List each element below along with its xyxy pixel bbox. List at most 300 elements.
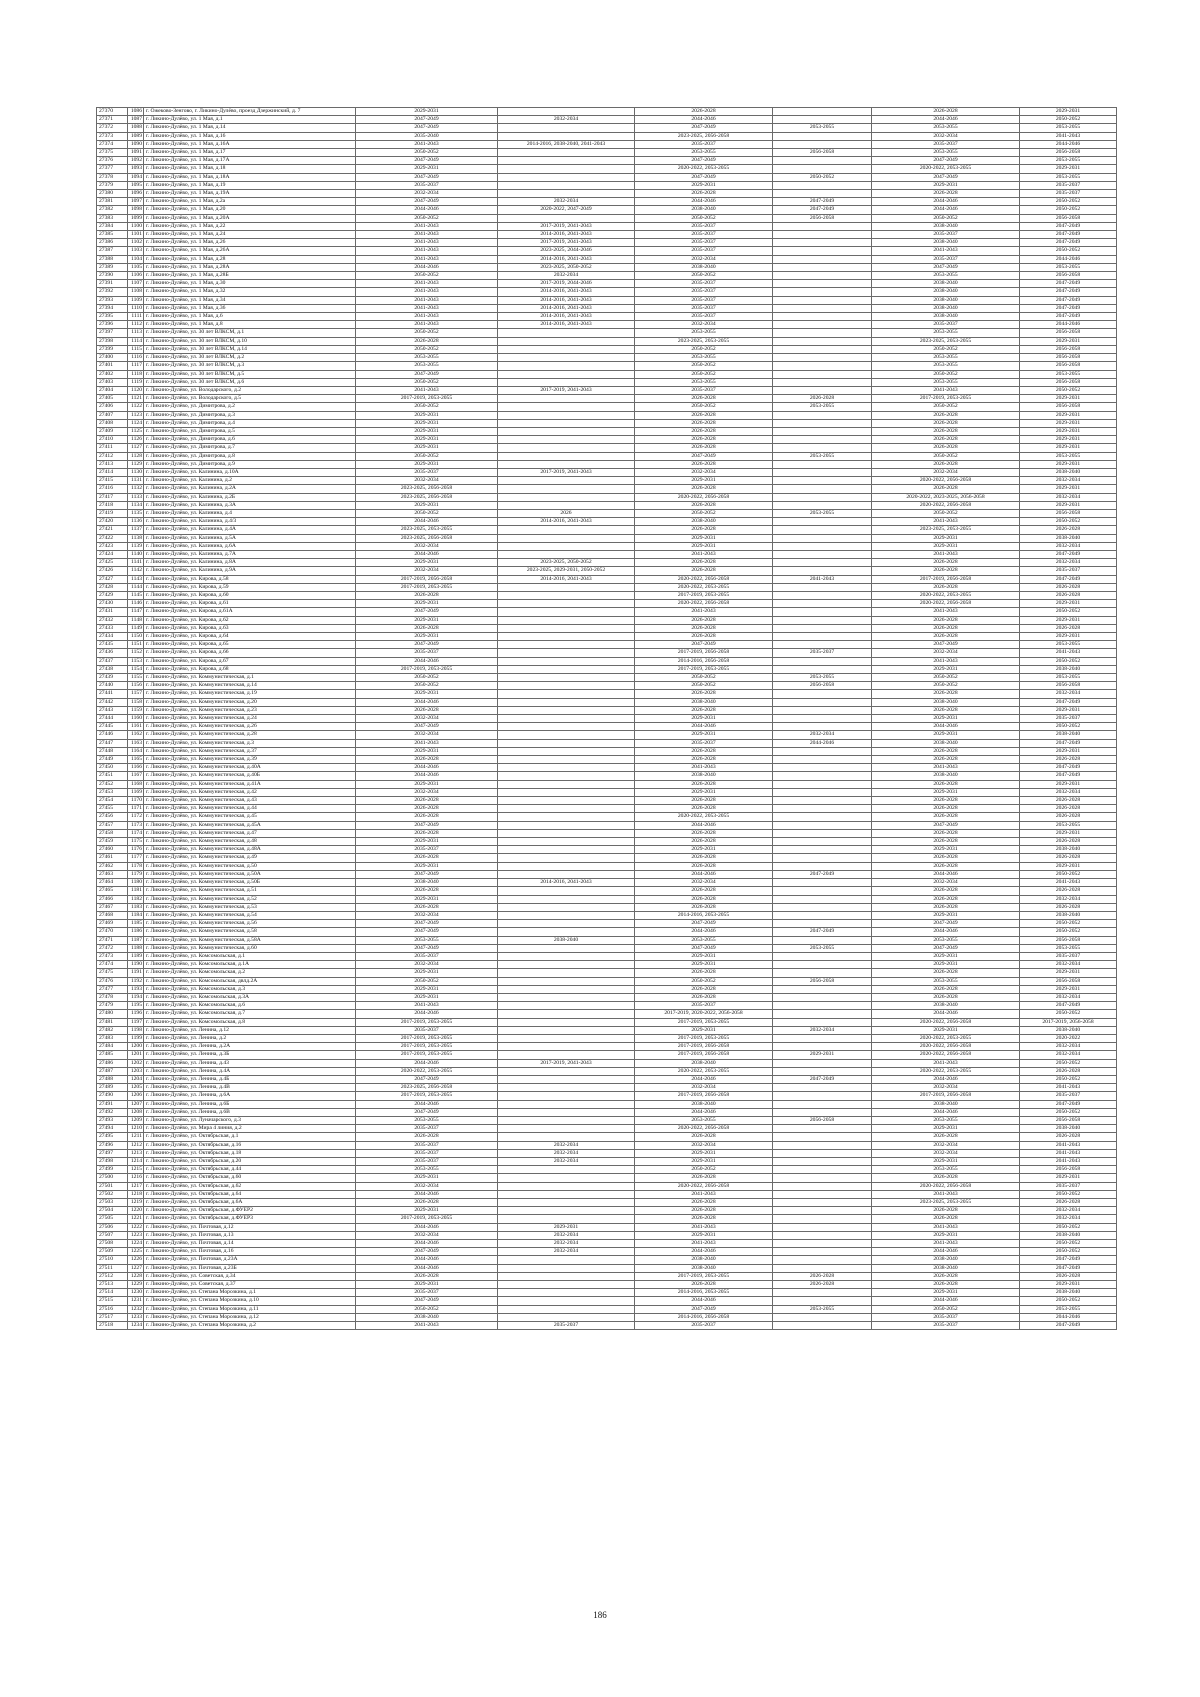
cell-period-col-6: 2050-2052 <box>1020 608 1117 616</box>
cell-period-col-6: 2047-2049 <box>1020 296 1117 304</box>
cell-period-col-2 <box>498 608 635 616</box>
cell-item-number: 1184 <box>128 911 144 919</box>
cell-period-col-2 <box>498 583 635 591</box>
cell-period-col-6: 2047-2049 <box>1020 239 1117 247</box>
cell-address: г. Ликино-Дулёво, ул. Коммунистическая, д.56 <box>144 920 356 928</box>
cell-period-col-1: 2017-2019, 2053-2055 <box>356 1215 498 1223</box>
cell-item-number: 1199 <box>128 1034 144 1042</box>
table-row <box>97 1190 1117 1198</box>
cell-item-number: 1171 <box>128 805 144 813</box>
cell-period-col-5: 2026-2028 <box>872 862 1020 870</box>
cell-period-col-2 <box>498 370 635 378</box>
cell-item-number: 1160 <box>128 715 144 723</box>
cell-period-col-6: 2056-2058 <box>1020 977 1117 985</box>
cell-period-col-5: 2041-2043 <box>872 608 1020 616</box>
cell-period-col-5: 2026-2028 <box>872 633 1020 641</box>
cell-period-col-3: 2047-2049 <box>635 124 773 132</box>
cell-period-col-1: 2035-2037 <box>356 1158 498 1166</box>
cell-item-number: 1179 <box>128 870 144 878</box>
cell-period-col-1: 2050-2052 <box>356 329 498 337</box>
cell-period-col-6: 2044-2046 <box>1020 140 1117 148</box>
cell-period-col-1: 2044-2046 <box>356 1240 498 1248</box>
cell-period-col-2 <box>498 526 635 534</box>
cell-period-col-1: 2029-2031 <box>356 411 498 419</box>
cell-period-col-5: 2035-2037 <box>872 1313 1020 1321</box>
cell-item-number: 1128 <box>128 452 144 460</box>
cell-address: г. Ликино-Дулёво, ул. Советская, д.37 <box>144 1281 356 1289</box>
cell-period-col-4: 2047-2049 <box>773 198 872 206</box>
cell-item-number: 1229 <box>128 1281 144 1289</box>
cell-address: г. Ликино-Дулёво, ул. 30 лет ВЛКСМ, д.14 <box>144 345 356 353</box>
cell-row-number: 27509 <box>97 1248 128 1256</box>
cell-period-col-4 <box>773 1182 872 1190</box>
cell-address: г. Ликино-Дулёво, ул. Коммунистическая, д.44 <box>144 805 356 813</box>
cell-item-number: 1159 <box>128 706 144 714</box>
table-row <box>97 788 1117 796</box>
cell-row-number: 27494 <box>97 1125 128 1133</box>
cell-period-col-1: 2047-2049 <box>356 1108 498 1116</box>
cell-period-col-2: 2014-2016, 2041-2043 <box>498 304 635 312</box>
cell-period-col-1: 2026-2028 <box>356 903 498 911</box>
cell-address: г. Ликино-Дулёво, ул. Кирова, д.68 <box>144 665 356 673</box>
cell-row-number: 27409 <box>97 427 128 435</box>
cell-period-col-5: 2038-2040 <box>872 296 1020 304</box>
cell-period-col-3: 2035-2037 <box>635 1002 773 1010</box>
cell-address: г. Ликино-Дулёво, ул. Кирова, д.62 <box>144 616 356 624</box>
cell-address: г. Ликино-Дулёво, ул. Володарского, д.5 <box>144 395 356 403</box>
cell-period-col-3: 2026-2028 <box>635 559 773 567</box>
cell-period-col-2 <box>498 961 635 969</box>
cell-row-number: 27450 <box>97 764 128 772</box>
cell-period-col-1: 2044-2046 <box>356 1264 498 1272</box>
cell-period-col-4 <box>773 616 872 624</box>
cell-period-col-6: 2050-2052 <box>1020 1010 1117 1018</box>
cell-item-number: 1132 <box>128 485 144 493</box>
cell-period-col-2 <box>498 1043 635 1051</box>
cell-period-col-5: 2047-2049 <box>872 944 1020 952</box>
table-row <box>97 157 1117 165</box>
cell-period-col-2: 2017-2019, 2041-2043 <box>498 239 635 247</box>
cell-period-col-1: 2029-2031 <box>356 895 498 903</box>
cell-row-number: 27434 <box>97 633 128 641</box>
cell-period-col-1: 2035-2037 <box>356 1125 498 1133</box>
cell-address: г. Ликино-Дулёво, ул. 30 лет ВЛКСМ, д.3 <box>144 362 356 370</box>
cell-period-col-6: 2047-2049 <box>1020 280 1117 288</box>
cell-period-col-2 <box>498 1002 635 1010</box>
cell-period-col-3: 2017-2019, 2053-2055 <box>635 1034 773 1042</box>
cell-row-number: 27421 <box>97 526 128 534</box>
cell-period-col-2 <box>498 682 635 690</box>
cell-item-number: 1176 <box>128 846 144 854</box>
cell-period-col-6: 2044-2046 <box>1020 1313 1117 1321</box>
cell-period-col-4 <box>773 911 872 919</box>
cell-address: г. Ликино-Дулёво, ул. Калинина, д.10А <box>144 468 356 476</box>
cell-period-col-3: 2041-2043 <box>635 608 773 616</box>
cell-row-number: 27476 <box>97 977 128 985</box>
cell-item-number: 1097 <box>128 198 144 206</box>
cell-period-col-3: 2026-2028 <box>635 747 773 755</box>
cell-period-col-4 <box>773 263 872 271</box>
cell-period-col-5: 2038-2040 <box>872 313 1020 321</box>
cell-period-col-3: 2032-2034 <box>635 1084 773 1092</box>
cell-address: г. Ликино-Дулёво, ул. Коммунистическая, д.50Б <box>144 879 356 887</box>
cell-address: г. Ликино-Дулёво, ул. Комсомольская, д.8 <box>144 1018 356 1026</box>
cell-period-col-4: 2026-2028 <box>773 395 872 403</box>
table-row <box>97 862 1117 870</box>
cell-period-col-2 <box>498 501 635 509</box>
cell-period-col-4 <box>773 378 872 386</box>
schedule-table <box>96 107 1117 1330</box>
cell-item-number: 1127 <box>128 444 144 452</box>
cell-period-col-3: 2038-2040 <box>635 698 773 706</box>
cell-item-number: 1131 <box>128 477 144 485</box>
cell-period-col-5: 2053-2055 <box>872 936 1020 944</box>
cell-address: г. Ликино-Дулёво, ул. 1 Мая, д.20 <box>144 206 356 214</box>
cell-period-col-2 <box>498 969 635 977</box>
table-row <box>97 575 1117 583</box>
cell-period-col-5: 2029-2031 <box>872 665 1020 673</box>
cell-item-number: 1227 <box>128 1264 144 1272</box>
cell-period-col-1: 2035-2037 <box>356 846 498 854</box>
cell-period-col-5: 2026-2028 <box>872 706 1020 714</box>
cell-item-number: 1135 <box>128 509 144 517</box>
table-row <box>97 723 1117 731</box>
cell-row-number: 27518 <box>97 1322 128 1330</box>
cell-address: г. Ликино-Дулёво, ул. Кирова, д.66 <box>144 649 356 657</box>
cell-row-number: 27437 <box>97 657 128 665</box>
cell-address: г. Ликино-Дулёво, ул. 1 Мая, д.26 <box>144 239 356 247</box>
table-row <box>97 797 1117 805</box>
cell-period-col-1: 2041-2043 <box>356 140 498 148</box>
cell-period-col-5: 2032-2034 <box>872 1084 1020 1092</box>
cell-period-col-4 <box>773 550 872 558</box>
cell-item-number: 1150 <box>128 633 144 641</box>
cell-row-number: 27496 <box>97 1141 128 1149</box>
cell-item-number: 1182 <box>128 895 144 903</box>
cell-address: г. Ликино-Дулёво, ул. Коммунистическая, д.43 <box>144 797 356 805</box>
cell-period-col-6: 2053-2055 <box>1020 452 1117 460</box>
cell-period-col-3: 2050-2052 <box>635 977 773 985</box>
cell-period-col-2 <box>498 780 635 788</box>
cell-period-col-5: 2026-2028 <box>872 1215 1020 1223</box>
cell-period-col-3: 2026-2028 <box>635 887 773 895</box>
cell-period-col-6: 2056-2058 <box>1020 329 1117 337</box>
table-row <box>97 1158 1117 1166</box>
cell-period-col-4 <box>773 854 872 862</box>
cell-period-col-5: 2041-2043 <box>872 1223 1020 1231</box>
cell-period-col-6: 2047-2049 <box>1020 1322 1117 1330</box>
cell-period-col-1: 2044-2046 <box>356 698 498 706</box>
cell-period-col-3: 2053-2055 <box>635 329 773 337</box>
cell-period-col-1: 2029-2031 <box>356 969 498 977</box>
cell-row-number: 27461 <box>97 854 128 862</box>
cell-period-col-6: 2053-2055 <box>1020 944 1117 952</box>
cell-row-number: 27469 <box>97 920 128 928</box>
cell-period-col-2 <box>498 641 635 649</box>
cell-row-number: 27389 <box>97 263 128 271</box>
cell-period-col-3: 2035-2037 <box>635 304 773 312</box>
cell-period-col-3: 2053-2055 <box>635 378 773 386</box>
cell-item-number: 1104 <box>128 255 144 263</box>
cell-period-col-3: 2044-2046 <box>635 723 773 731</box>
cell-item-number: 1126 <box>128 436 144 444</box>
table-row <box>97 682 1117 690</box>
cell-period-col-2 <box>498 944 635 952</box>
cell-period-col-5: 2026-2028 <box>872 838 1020 846</box>
table-row <box>97 641 1117 649</box>
cell-address: г. Ликино-Дулёво, ул. Коммунистическая, д.54 <box>144 911 356 919</box>
cell-period-col-2: 2023-2025, 2050-2052 <box>498 559 635 567</box>
cell-period-col-2 <box>498 911 635 919</box>
cell-period-col-6: 2050-2052 <box>1020 1190 1117 1198</box>
cell-period-col-4 <box>773 280 872 288</box>
cell-period-col-3: 2020-2022, 2053-2055 <box>635 1067 773 1075</box>
table-row <box>97 1264 1117 1272</box>
cell-period-col-4 <box>773 1043 872 1051</box>
cell-period-col-5: 2020-2022, 2056-2058 <box>872 600 1020 608</box>
cell-address: г. Ликино-Дулёво, ул. Коммунистическая, д.26 <box>144 723 356 731</box>
table-row <box>97 591 1117 599</box>
cell-address: г. Ликино-Дулёво, ул. Октябрьская, д.1 <box>144 1133 356 1141</box>
cell-period-col-4 <box>773 231 872 239</box>
cell-period-col-2 <box>498 362 635 370</box>
table-row <box>97 821 1117 829</box>
cell-period-col-5: 2038-2040 <box>872 304 1020 312</box>
cell-row-number: 27386 <box>97 239 128 247</box>
cell-item-number: 1221 <box>128 1215 144 1223</box>
cell-row-number: 27375 <box>97 149 128 157</box>
table-row <box>97 509 1117 517</box>
cell-period-col-2 <box>498 739 635 747</box>
cell-period-col-1: 2047-2049 <box>356 157 498 165</box>
table-row <box>97 624 1117 632</box>
cell-period-col-4 <box>773 698 872 706</box>
cell-address: г. Ликино-Дулёво, ул. Коммунистическая, д.58А <box>144 936 356 944</box>
cell-period-col-3: 2032-2034 <box>635 879 773 887</box>
cell-row-number: 27449 <box>97 756 128 764</box>
cell-row-number: 27398 <box>97 337 128 345</box>
cell-period-col-2 <box>498 1207 635 1215</box>
cell-period-col-6: 2029-2031 <box>1020 337 1117 345</box>
cell-period-col-5: 2053-2055 <box>872 124 1020 132</box>
cell-address: г. Ликино-Дулёво, ул. Ленина, д.12 <box>144 1026 356 1034</box>
cell-period-col-5: 2026-2028 <box>872 887 1020 895</box>
cell-item-number: 1120 <box>128 386 144 394</box>
cell-period-col-5: 2026-2028 <box>872 460 1020 468</box>
cell-period-col-3: 2050-2052 <box>635 509 773 517</box>
cell-row-number: 27373 <box>97 132 128 140</box>
cell-period-col-4: 2026-2028 <box>773 1281 872 1289</box>
cell-period-col-5: 2032-2034 <box>872 1149 1020 1157</box>
table-row <box>97 1174 1117 1182</box>
cell-row-number: 27473 <box>97 952 128 960</box>
cell-period-col-4 <box>773 1190 872 1198</box>
cell-period-col-6: 2029-2031 <box>1020 1174 1117 1182</box>
cell-period-col-6: 2050-2052 <box>1020 928 1117 936</box>
cell-period-col-3: 2026-2028 <box>635 985 773 993</box>
cell-period-col-2 <box>498 214 635 222</box>
table-row <box>97 977 1117 985</box>
cell-period-col-3: 2032-2034 <box>635 321 773 329</box>
cell-row-number: 27481 <box>97 1018 128 1026</box>
cell-period-col-2 <box>498 985 635 993</box>
cell-row-number: 27451 <box>97 772 128 780</box>
cell-period-col-3: 2026-2028 <box>635 903 773 911</box>
cell-period-col-2 <box>498 1289 635 1297</box>
cell-period-col-1: 2023-2025, 2056-2058 <box>356 493 498 501</box>
cell-period-col-3: 2038-2040 <box>635 206 773 214</box>
cell-address: г. Ликино-Дулёво, ул. Володарского, д.2 <box>144 386 356 394</box>
cell-period-col-6: 2026-2028 <box>1020 813 1117 821</box>
cell-period-col-4 <box>773 862 872 870</box>
cell-period-col-1: 2020-2022, 2053-2055 <box>356 1067 498 1075</box>
cell-period-col-5: 2044-2046 <box>872 1248 1020 1256</box>
table-row <box>97 780 1117 788</box>
cell-period-col-4: 2047-2049 <box>773 206 872 214</box>
cell-period-col-4: 2053-2055 <box>773 674 872 682</box>
cell-period-col-1: 2023-2025, 2053-2055 <box>356 526 498 534</box>
cell-item-number: 1203 <box>128 1067 144 1075</box>
cell-period-col-2 <box>498 616 635 624</box>
cell-period-col-5: 2053-2055 <box>872 378 1020 386</box>
cell-period-col-1: 2053-2055 <box>356 354 498 362</box>
cell-address: г. Ликино-Дулёво, ул. 1 Мая, д.1 <box>144 116 356 124</box>
cell-period-col-4 <box>773 936 872 944</box>
table-row <box>97 649 1117 657</box>
cell-address: г. Ликино-Дулёво, ул. Почтовая, д.23А <box>144 1256 356 1264</box>
cell-period-col-4 <box>773 1092 872 1100</box>
cell-period-col-5: 2026-2028 <box>872 436 1020 444</box>
cell-period-col-6: 2044-2046 <box>1020 255 1117 263</box>
cell-period-col-6: 2050-2052 <box>1020 1297 1117 1305</box>
cell-period-col-2 <box>498 165 635 173</box>
cell-period-col-3: 2026-2028 <box>635 690 773 698</box>
cell-period-col-1: 2050-2052 <box>356 674 498 682</box>
cell-period-col-1: 2029-2031 <box>356 444 498 452</box>
cell-period-col-5: 2053-2055 <box>872 977 1020 985</box>
cell-period-col-4 <box>773 1248 872 1256</box>
cell-period-col-2 <box>498 829 635 837</box>
cell-period-col-3: 2038-2040 <box>635 772 773 780</box>
cell-period-col-6: 2050-2052 <box>1020 1223 1117 1231</box>
cell-period-col-5: 2038-2040 <box>872 1002 1020 1010</box>
cell-period-col-1: 2023-2025, 2056-2058 <box>356 485 498 493</box>
cell-period-col-2 <box>498 993 635 1001</box>
cell-item-number: 1148 <box>128 616 144 624</box>
cell-item-number: 1090 <box>128 140 144 148</box>
cell-row-number: 27442 <box>97 698 128 706</box>
cell-period-col-5: 2053-2055 <box>872 329 1020 337</box>
cell-period-col-5: 2026-2028 <box>872 780 1020 788</box>
table-row <box>97 747 1117 755</box>
cell-period-col-2: 2014-2016, 2041-2043 <box>498 255 635 263</box>
cell-address: г. Ликино-Дулёво, ул. Комсомольская, д.2 <box>144 969 356 977</box>
cell-period-col-5: 2053-2055 <box>872 149 1020 157</box>
table-row <box>97 534 1117 542</box>
cell-address: г. Ликино-Дулёво, ул. 1 Мая, д.19 <box>144 181 356 189</box>
cell-period-col-5: 2050-2052 <box>872 403 1020 411</box>
cell-row-number: 27472 <box>97 944 128 952</box>
cell-period-col-4 <box>773 1067 872 1075</box>
cell-period-col-4 <box>773 961 872 969</box>
cell-period-col-4 <box>773 1059 872 1067</box>
cell-row-number: 27412 <box>97 452 128 460</box>
cell-period-col-5: 2038-2040 <box>872 1264 1020 1272</box>
cell-address: г. Ликино-Дулёво, ул. Коммунистическая, д.24 <box>144 715 356 723</box>
cell-period-col-5: 2047-2049 <box>872 641 1020 649</box>
cell-address: г. Ликино-Дулёво, ул. 30 лет ВЛКСМ, д.1 <box>144 329 356 337</box>
cell-period-col-4 <box>773 1034 872 1042</box>
cell-period-col-4: 2056-2058 <box>773 682 872 690</box>
cell-period-col-3: 2026-2028 <box>635 969 773 977</box>
cell-period-col-5: 2020-2022, 2056-2058 <box>872 1051 1020 1059</box>
cell-period-col-1: 2047-2049 <box>356 1248 498 1256</box>
cell-period-col-3: 2035-2037 <box>635 231 773 239</box>
cell-period-col-2 <box>498 395 635 403</box>
cell-address: г. Ликино-Дулёво, ул. Коммунистическая, д.48А <box>144 846 356 854</box>
cell-period-col-1: 2029-2031 <box>356 985 498 993</box>
cell-period-col-6: 2032-2034 <box>1020 788 1117 796</box>
cell-item-number: 1232 <box>128 1305 144 1313</box>
cell-address: г. Ликино-Дулёво, ул. Коммунистическая, д.39 <box>144 756 356 764</box>
cell-address: г. Ликино-Дулёво, ул. Коммунистическая, д.20 <box>144 698 356 706</box>
cell-period-col-1: 2041-2043 <box>356 288 498 296</box>
cell-period-col-6: 2050-2052 <box>1020 1075 1117 1083</box>
cell-address: г. Ликино-Дулёво, ул. Калинина, д.7А <box>144 550 356 558</box>
cell-period-col-2 <box>498 1174 635 1182</box>
cell-item-number: 1173 <box>128 821 144 829</box>
cell-period-col-1: 2044-2046 <box>356 550 498 558</box>
cell-period-col-4 <box>773 715 872 723</box>
cell-period-col-5: 2029-2031 <box>872 961 1020 969</box>
cell-period-col-3: 2026-2028 <box>635 108 773 116</box>
cell-period-col-2 <box>498 1067 635 1075</box>
cell-item-number: 1204 <box>128 1075 144 1083</box>
cell-period-col-1: 2026-2028 <box>356 1133 498 1141</box>
cell-period-col-3: 2029-2031 <box>635 961 773 969</box>
cell-period-col-2 <box>498 649 635 657</box>
cell-period-col-5: 2026-2028 <box>872 854 1020 862</box>
cell-row-number: 27423 <box>97 542 128 550</box>
cell-period-col-2: 2014-2016, 2041-2043 <box>498 518 635 526</box>
cell-period-col-2 <box>498 600 635 608</box>
cell-period-col-6: 2029-2031 <box>1020 460 1117 468</box>
cell-item-number: 1093 <box>128 165 144 173</box>
table-row <box>97 583 1117 591</box>
cell-item-number: 1089 <box>128 132 144 140</box>
cell-period-col-5: 2029-2031 <box>872 1158 1020 1166</box>
cell-item-number: 1151 <box>128 641 144 649</box>
cell-period-col-4: 2032-2034 <box>773 1026 872 1034</box>
table-row <box>97 1043 1117 1051</box>
cell-period-col-6: 2038-2040 <box>1020 1231 1117 1239</box>
cell-item-number: 1187 <box>128 936 144 944</box>
cell-item-number: 1157 <box>128 690 144 698</box>
cell-row-number: 27438 <box>97 665 128 673</box>
cell-item-number: 1113 <box>128 329 144 337</box>
cell-period-col-5: 2038-2040 <box>872 239 1020 247</box>
cell-row-number: 27414 <box>97 468 128 476</box>
cell-period-col-4: 2047-2049 <box>773 928 872 936</box>
cell-row-number: 27487 <box>97 1067 128 1075</box>
cell-period-col-3: 2029-2031 <box>635 952 773 960</box>
cell-period-col-5: 2026-2028 <box>872 690 1020 698</box>
cell-item-number: 1096 <box>128 190 144 198</box>
cell-period-col-3: 2050-2052 <box>635 403 773 411</box>
cell-item-number: 1107 <box>128 280 144 288</box>
cell-period-col-1: 2041-2043 <box>356 231 498 239</box>
cell-period-col-1: 2047-2049 <box>356 173 498 181</box>
